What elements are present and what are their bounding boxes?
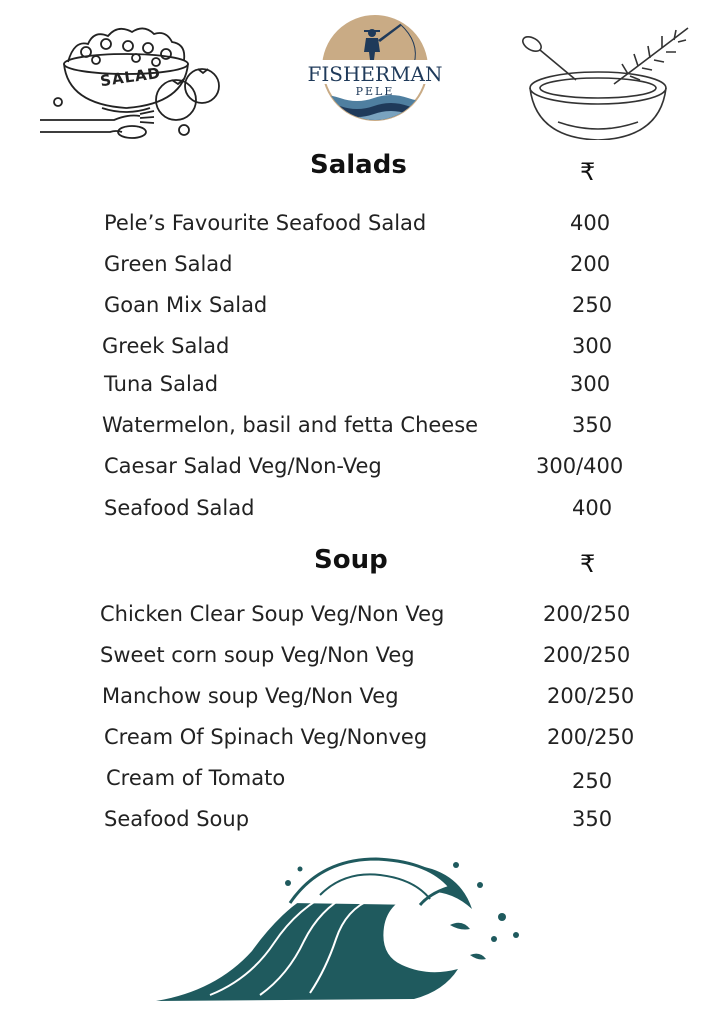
soup-item-price: 200/250 bbox=[547, 725, 635, 749]
salad-item-price: 300 bbox=[572, 334, 613, 358]
salads-heading: Salads bbox=[310, 150, 407, 180]
brand-name: FISHERMAN bbox=[307, 62, 443, 86]
salad-bowl-illustration bbox=[36, 22, 226, 144]
soup-currency-symbol: ₹ bbox=[580, 550, 596, 578]
fisherman-pele-logo bbox=[306, 14, 444, 122]
salad-item-price: 300 bbox=[570, 372, 611, 396]
salad-item-name: Pele’s Favourite Seafood Salad bbox=[104, 211, 427, 235]
wave-illustration bbox=[150, 855, 530, 1005]
salad-item-name: Goan Mix Salad bbox=[104, 293, 268, 317]
soup-item-price: 200/250 bbox=[547, 684, 635, 708]
salad-item-name: Seafood Salad bbox=[104, 496, 255, 520]
brand-subname: PELE bbox=[355, 85, 395, 98]
soup-item-name: Cream Of Spinach Veg/Nonveg bbox=[104, 725, 428, 749]
salads-currency-symbol: ₹ bbox=[580, 158, 596, 186]
soup-item-price: 200/250 bbox=[543, 643, 631, 667]
salad-item-name: Caesar Salad Veg/Non-Veg bbox=[104, 454, 382, 478]
soup-bowl-illustration bbox=[518, 18, 696, 140]
salad-item-name: Tuna Salad bbox=[104, 372, 219, 396]
soup-item-name: Sweet corn soup Veg/Non Veg bbox=[100, 643, 415, 667]
salad-item-price: 350 bbox=[572, 413, 613, 437]
soup-item-price: 250 bbox=[572, 769, 613, 793]
soup-item-price: 200/250 bbox=[543, 602, 631, 626]
soup-item-name: Chicken Clear Soup Veg/Non Veg bbox=[100, 602, 445, 626]
salad-item-name: Greek Salad bbox=[102, 334, 230, 358]
salad-item-price: 250 bbox=[572, 293, 613, 317]
salad-item-price: 300/400 bbox=[536, 454, 624, 478]
salad-item-price: 400 bbox=[572, 496, 613, 520]
soup-item-name: Manchow soup Veg/Non Veg bbox=[102, 684, 399, 708]
salad-bowl-label: SALAD bbox=[99, 63, 162, 91]
salad-item-name: Green Salad bbox=[104, 252, 233, 276]
soup-item-price: 350 bbox=[572, 807, 613, 831]
soup-item-name: Seafood Soup bbox=[104, 807, 250, 831]
soup-item-name: Cream of Tomato bbox=[106, 766, 286, 790]
salad-item-price: 200 bbox=[570, 252, 611, 276]
salad-item-price: 400 bbox=[570, 211, 611, 235]
salad-item-name: Watermelon, basil and fetta Cheese bbox=[102, 413, 479, 437]
soup-heading: Soup bbox=[314, 545, 388, 575]
